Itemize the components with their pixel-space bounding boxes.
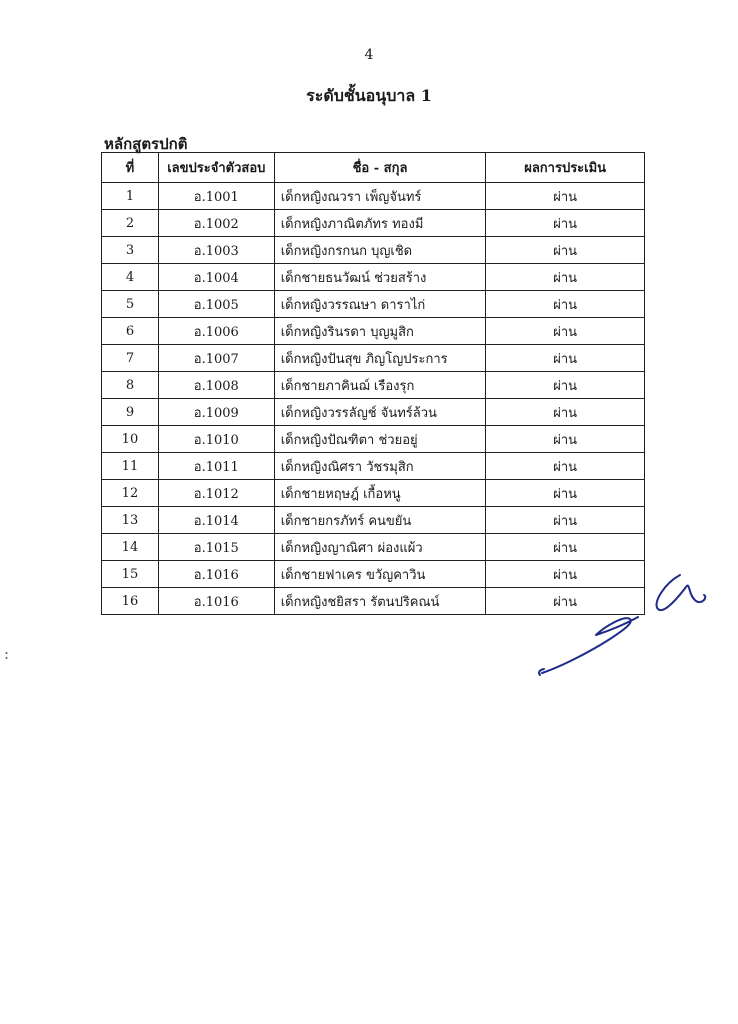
row-name: เด็กชายกรภัทร์ คนขยัน — [274, 507, 486, 534]
row-name: เด็กหญิงปันสุข ภิญโญประการ — [274, 345, 486, 372]
row-name: เด็กหญิงชยิสรา รัตนปริคณน์ — [274, 588, 486, 615]
row-name: เด็กชายธนวัฒน์ ช่วยสร้าง — [274, 264, 486, 291]
section-label: หลักสูตรปกติ — [104, 135, 188, 153]
row-name: เด็กหญิงญาณิศา ผ่องแผ้ว — [274, 534, 486, 561]
page-title: ระดับชั้นอนุบาล 1 — [306, 86, 432, 105]
signature — [530, 565, 720, 685]
row-name: เด็กชายภาคินฌ์ เรืองรุก — [274, 372, 486, 399]
row-exam-id: อ.1003 — [158, 237, 274, 264]
row-no: 12 — [102, 480, 159, 507]
row-exam-id: อ.1004 — [158, 264, 274, 291]
row-result: ผ่าน — [486, 426, 645, 453]
table-row — [102, 210, 645, 237]
row-name: เด็กหญิงปัณฑิตา ช่วยอยู่ — [274, 426, 486, 453]
row-result: ผ่าน — [486, 372, 645, 399]
row-no: 7 — [102, 345, 159, 372]
signature-stroke-main — [542, 617, 638, 673]
row-no: 4 — [102, 264, 159, 291]
header-full-name: ชื่อ - สกุล — [274, 153, 486, 183]
row-exam-id: อ.1011 — [158, 453, 274, 480]
row-exam-id: อ.1005 — [158, 291, 274, 318]
row-name: เด็กชายฟาเคร ขวัญคาวิน — [274, 561, 486, 588]
table-row — [102, 318, 645, 345]
row-no: 13 — [102, 507, 159, 534]
row-name: เด็กหญิงณิศรา วัชรมุสิก — [274, 453, 486, 480]
row-name: เด็กชายหฤษฎ์ เกื้อหนู — [274, 480, 486, 507]
row-result: ผ่าน — [486, 453, 645, 480]
row-result: ผ่าน — [486, 507, 645, 534]
row-name: เด็กหญิงรินรดา บุญมูสิก — [274, 318, 486, 345]
table-row — [102, 426, 645, 453]
signature-stroke-loop — [657, 575, 706, 610]
row-name: เด็กหญิงกรกนก บุญเชิด — [274, 237, 486, 264]
table-row — [102, 237, 645, 264]
table-header-row — [102, 153, 645, 183]
row-result: ผ่าน — [486, 399, 645, 426]
row-no: 3 — [102, 237, 159, 264]
row-no: 6 — [102, 318, 159, 345]
table-row — [102, 291, 645, 318]
table-row — [102, 399, 645, 426]
row-result: ผ่าน — [486, 561, 645, 588]
row-no: 10 — [102, 426, 159, 453]
table-row — [102, 534, 645, 561]
row-no: 2 — [102, 210, 159, 237]
row-exam-id: อ.1009 — [158, 399, 274, 426]
row-exam-id: อ.1007 — [158, 345, 274, 372]
table-row — [102, 453, 645, 480]
header-no: ที่ — [102, 153, 159, 183]
row-name: เด็กหญิงวรรณษา ดาราไก่ — [274, 291, 486, 318]
row-no: 9 — [102, 399, 159, 426]
margin-mark — [5, 646, 8, 656]
row-no: 15 — [102, 561, 159, 588]
row-result: ผ่าน — [486, 345, 645, 372]
table-row — [102, 183, 645, 210]
row-exam-id: อ.1010 — [158, 426, 274, 453]
row-name: เด็กหญิงวรรลัญช์ จันทร์ล้วน — [274, 399, 486, 426]
header-result: ผลการประเมิน — [486, 153, 645, 183]
row-result: ผ่าน — [486, 318, 645, 345]
row-result: ผ่าน — [486, 237, 645, 264]
row-result: ผ่าน — [486, 291, 645, 318]
row-exam-id: อ.1008 — [158, 372, 274, 399]
row-result: ผ่าน — [486, 183, 645, 210]
row-result: ผ่าน — [486, 480, 645, 507]
row-no: 1 — [102, 183, 159, 210]
table-row — [102, 264, 645, 291]
row-result: ผ่าน — [486, 264, 645, 291]
row-exam-id: อ.1002 — [158, 210, 274, 237]
row-exam-id: อ.1016 — [158, 561, 274, 588]
row-name: เด็กหญิงณวรา เพ็ญจันทร์ — [274, 183, 486, 210]
table-row — [102, 507, 645, 534]
row-no: 14 — [102, 534, 159, 561]
row-exam-id: อ.1014 — [158, 507, 274, 534]
row-exam-id: อ.1012 — [158, 480, 274, 507]
table-row — [102, 480, 645, 507]
row-no: 11 — [102, 453, 159, 480]
results-table — [101, 152, 645, 615]
row-no: 16 — [102, 588, 159, 615]
table-row — [102, 372, 645, 399]
row-exam-id: อ.1016 — [158, 588, 274, 615]
row-exam-id: อ.1006 — [158, 318, 274, 345]
row-result: ผ่าน — [486, 588, 645, 615]
table-row — [102, 345, 645, 372]
row-exam-id: อ.1001 — [158, 183, 274, 210]
row-result: ผ่าน — [486, 210, 645, 237]
row-exam-id: อ.1015 — [158, 534, 274, 561]
row-result: ผ่าน — [486, 534, 645, 561]
row-name: เด็กหญิงภาณิตภัทร ทองมี — [274, 210, 486, 237]
header-exam-id: เลขประจำตัวสอบ — [158, 153, 274, 183]
row-no: 8 — [102, 372, 159, 399]
row-no: 5 — [102, 291, 159, 318]
page-number: 4 — [364, 47, 374, 63]
